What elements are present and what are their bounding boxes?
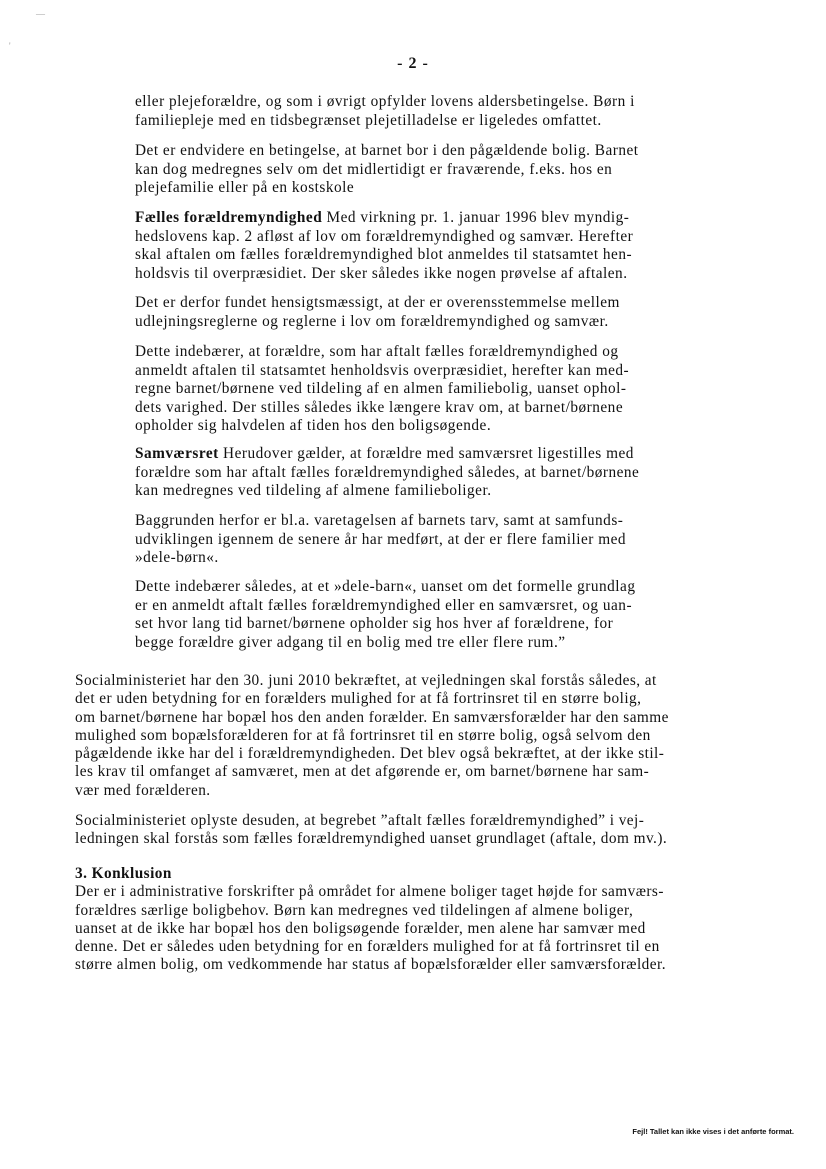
text-line: skal aftalen om fælles forældremyndighed blot anmeldes til statsamtet hen- xyxy=(135,246,633,264)
section-heading-konklusion: 3. Konklusion xyxy=(75,865,172,882)
text-line: Dette indebærer, at forældre, som har aftalt fælles forældremyndighed og xyxy=(135,343,619,360)
scan-mark-side: ' xyxy=(9,41,11,51)
quote-p4 xyxy=(135,294,715,331)
text-line: vær med forælderen. xyxy=(75,781,211,799)
text-line: udviklingen igennem de senere år har medført, at der er flere familier med xyxy=(135,530,627,548)
text-line: Det er derfor fundet hensigtsmæssigt, at der er overensstemmelse mellem xyxy=(135,294,620,311)
text-line: ledningen skal forstås som fælles forældremyndighed uanset grundlaget (aftale, dom mv.). xyxy=(75,830,668,848)
text-line: opholder sig halvdelen af tiden hos den boligsøgende. xyxy=(135,417,492,435)
text-line: holdsvis til overpræsidiet. Der sker således ikke nogen prøvelse af aftalen. xyxy=(135,264,628,282)
text-line: regne barnet/børnene ved tildeling af en almen familiebolig, uanset ophol- xyxy=(135,380,627,398)
text-line: plejefamilie eller på en kostskole xyxy=(135,179,355,197)
text-line: Socialministeriet oplyste desuden, at begrebet ”aftalt fælles forældremyndighed” i vej- xyxy=(75,812,645,829)
text-line: udlejningsreglerne og reglerne i lov om forældremyndighed og samvær. xyxy=(135,312,609,330)
text-line: set hvor lang tid barnet/børnene opholder sig hos hver af forældrene, for xyxy=(135,615,614,633)
section-heading-samvaersret: Samværsret xyxy=(135,445,219,462)
quote-p5 xyxy=(135,343,715,436)
text-line-rest: Med virkning pr. 1. januar 1996 blev myndig- xyxy=(322,209,630,226)
text-line-rest: Herudover gælder, at forældre med samværsret ligestilles med xyxy=(218,445,634,462)
quote-paragraph-3 xyxy=(135,209,715,283)
quote-p7 xyxy=(135,512,715,568)
quote-paragraph-7 xyxy=(135,512,715,568)
text-line: uanset at de ikke har bopæl hos den boligsøgende forælder, men alene har samvær med xyxy=(75,919,646,937)
conclusion-section xyxy=(75,865,755,975)
text-line: kan medregnes ved tildeling af almene familieboliger. xyxy=(135,482,492,500)
text-line: forældres særlige boligbehov. Børn kan medregnes ved tildelingen af almene boliger, xyxy=(75,901,634,919)
text-line: mulighed som bopælsforælderen for at få fortrinsret til en større bolig, også selvom den xyxy=(75,726,651,744)
text-line: les krav til omfanget af samværet, men at det afgørende er, om barnet/børnene har sam- xyxy=(75,763,650,781)
text-line: Socialministeriet har den 30. juni 2010 bekræftet, at vejledningen skal forstås således, at xyxy=(75,672,657,689)
main-paragraph-2 xyxy=(75,812,755,849)
quote-p8 xyxy=(135,578,715,652)
text-line xyxy=(135,445,715,464)
text-line: Dette indebærer således, at et »dele-barn«, uanset om det formelle grundlag xyxy=(135,578,636,595)
quote-paragraph-8 xyxy=(135,578,715,652)
section-heading-faelles-foraeldremyndighed: Fælles forældremyndighed xyxy=(135,209,323,226)
text-line: eller plejeforældre, og som i øvrigt opfylder lovens aldersbetingelse. Børn i xyxy=(135,93,635,110)
main-p2 xyxy=(75,812,755,849)
text-line: pågældende ikke har del i forældremyndigheden. Det blev også bekræftet, at der ikke stil- xyxy=(75,745,665,763)
quote-p1 xyxy=(135,93,715,130)
quote-paragraph-2 xyxy=(135,142,715,198)
text-line: familiepleje med en tidsbegrænset plejetilladelse er ligeledes omfattet. xyxy=(135,111,602,129)
quote-p3 xyxy=(135,209,715,283)
text-line: det er uden betydning for en forælders mulighed for at få fortrinsret til en større bolig, xyxy=(75,690,642,708)
text-line: denne. Det er således uden betydning for en forælders mulighed for at få fortrinsret til en xyxy=(75,938,660,956)
text-line: begge forældre giver adgang til en bolig med tre eller flere rum.” xyxy=(135,633,566,651)
main-p3 xyxy=(75,883,755,974)
text-line: om barnet/børnene har bopæl hos den anden forælder. En samværsforælder har den samme xyxy=(75,708,669,726)
text-line: kan dog medregnes selv om det midlertidigt er fraværende, f.eks. hos en xyxy=(135,160,613,178)
text-line: Der er i administrative forskrifter på området for almene boliger taget højde for samværs- xyxy=(75,883,664,901)
quote-paragraph-4 xyxy=(135,294,715,331)
page-number: - 2 - xyxy=(397,55,429,72)
text-line: forældre som har aftalt fælles forældremyndighed således, at barnet/børnene xyxy=(135,463,640,481)
footer-field-error: Fejl! Tallet kan ikke vises i det anførte format. xyxy=(632,1127,794,1136)
text-line: anmeldt aftalen til statsamtet henholdsvis overpræsidiet, herefter kan med- xyxy=(135,361,630,379)
quote-paragraph-1 xyxy=(135,93,715,130)
text-line: større almen bolig, om vedkommende har status af bopælsforælder eller samværsforælder. xyxy=(75,956,666,974)
text-line: er en anmeldt aftalt fælles forældremyndighed eller en samværsret, og uan- xyxy=(135,596,633,614)
text-line: »dele-børn«. xyxy=(135,549,219,567)
text-line: Baggrunden herfor er bl.a. varetagelsen af barnets tarv, samt at samfunds- xyxy=(135,512,624,529)
quote-paragraph-5 xyxy=(135,343,715,436)
quote-p2 xyxy=(135,142,715,198)
main-paragraph-1 xyxy=(75,672,755,800)
main-p1 xyxy=(75,672,755,800)
scan-mark-top: — xyxy=(36,9,45,19)
quote-paragraph-6 xyxy=(135,445,715,501)
text-line: Det er endvidere en betingelse, at barnet bor i den pågældende bolig. Barnet xyxy=(135,142,639,159)
text-line: hedslovens kap. 2 afløst af lov om forældremyndighed og samvær. Herefter xyxy=(135,227,634,245)
text-line: dets varighed. Der stilles således ikke længere krav om, at barnet/børnene xyxy=(135,398,624,416)
text-line xyxy=(135,209,715,228)
quote-p6 xyxy=(135,445,715,501)
